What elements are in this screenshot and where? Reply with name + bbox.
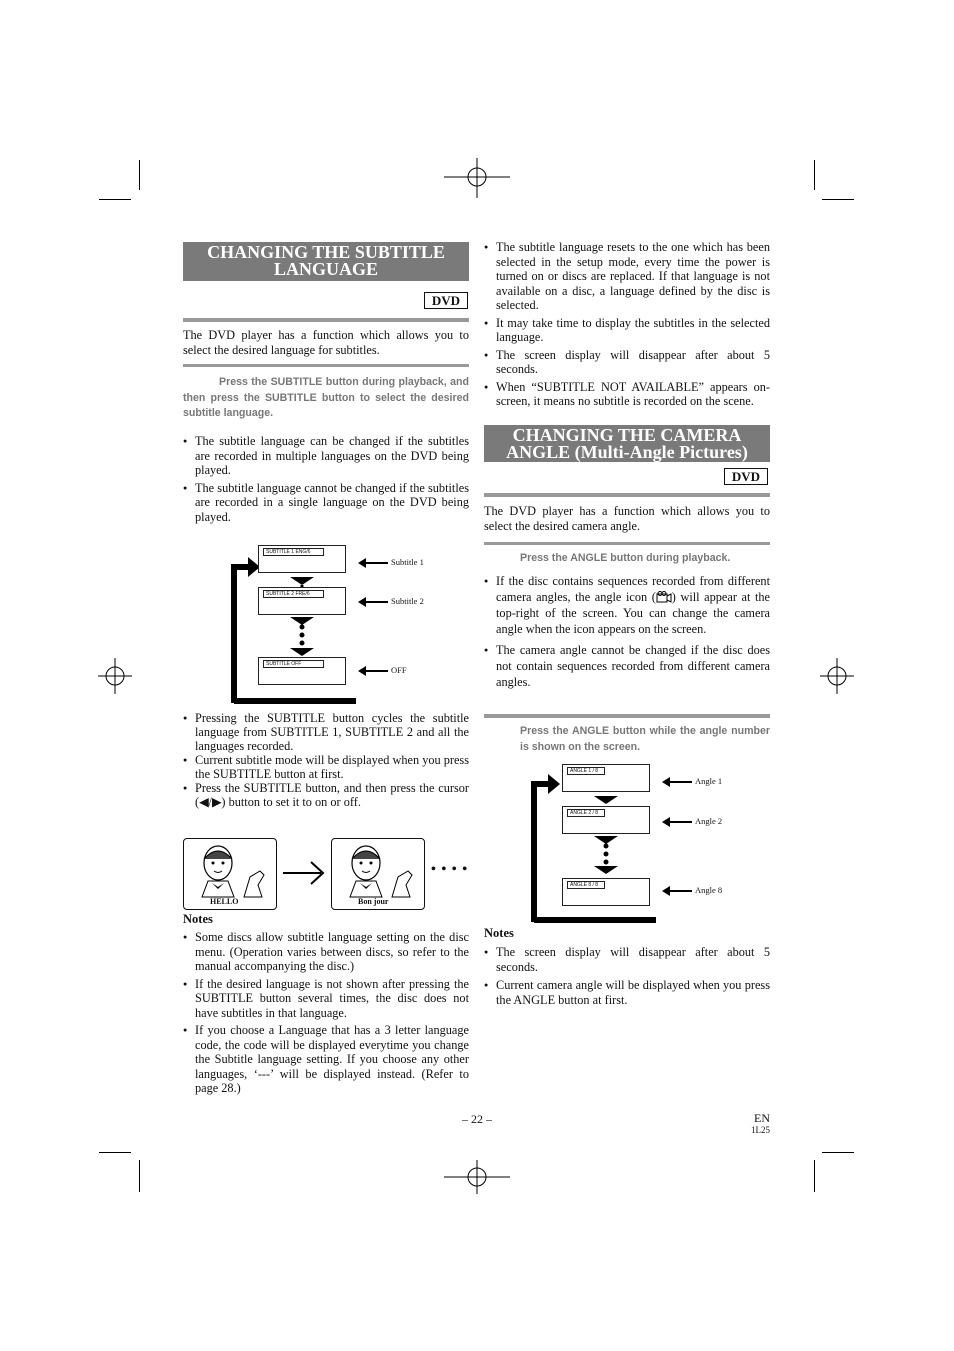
notes-heading: Notes: [183, 912, 213, 926]
dvd-badge: DVD: [424, 292, 468, 309]
list-item: ● If the desired language is not shown after pressing the SUBTITLE button several times, the disc does not have subtitles in that language.: [183, 977, 469, 1021]
notes-list: [183, 930, 469, 1099]
screen-label: SUBTITLE OFF: [263, 660, 324, 668]
ellipsis-dots: • • • •: [431, 862, 469, 877]
screen-subtitle-1: [258, 545, 346, 573]
screen-label: SUBTITLE 2 FRE/6: [263, 590, 324, 598]
step-instruction: Press the ANGLE button during playback.: [520, 552, 731, 564]
arrow-left-icon: [662, 817, 692, 827]
bullet-list: [183, 711, 469, 809]
arrow-right-icon: [281, 858, 327, 888]
screen-label: ANGLE 1 / 8: [567, 767, 605, 775]
list-item: ● The screen display will disappear after about 5 seconds.: [484, 348, 770, 377]
crop-mark: [822, 1152, 854, 1153]
screen-angle-1: [562, 764, 650, 792]
crop-mark: [822, 199, 854, 200]
illustration-caption: HELLO: [210, 897, 239, 906]
divider: [183, 364, 469, 367]
screen-angle-8: [562, 878, 650, 906]
callout-label: Subtitle 2: [391, 596, 424, 606]
list-item: ● Pressing the SUBTITLE button cycles the subtitle language from SUBTITLE 1, SUBTITLE 2 and all the languages recorded.: [183, 711, 469, 753]
screen-label: ANGLE 8 / 8: [567, 881, 605, 889]
arrow-left-icon: [358, 558, 388, 568]
section-title-angle: [484, 425, 770, 462]
list-item: ● Some discs allow subtitle language setting on the disc menu. (Operation varies between discs, so refer to the manual accompanying the disc.): [183, 930, 469, 974]
crop-mark: [99, 1152, 131, 1153]
list-item: ● When “SUBTITLE NOT AVAILABLE” appears on-screen, it means no subtitle is recorded on the scene.: [484, 380, 770, 409]
title-line: LANGUAGE: [273, 259, 378, 279]
title-line: CHANGING THE CAMERA: [512, 425, 742, 445]
list-item: ● Press the SUBTITLE button, and then press the cursor (◀/▶) button to set it to on or off.: [183, 781, 469, 809]
screen-angle-2: [562, 806, 650, 834]
crop-mark: [99, 199, 131, 200]
section-title-subtitle: [183, 242, 469, 281]
page-number: – 22 –: [462, 1112, 492, 1126]
list-item: ● The camera angle cannot be changed if the disc does not contain sequences recorded from different camera angles.: [484, 642, 770, 690]
callout-label: OFF: [391, 665, 407, 675]
step-instruction: Press the ANGLE button while the angle number is shown on the screen.: [520, 725, 770, 753]
crop-mark: [139, 1160, 140, 1192]
intro-text: The DVD player has a function which allows you to select the desired camera angle.: [484, 504, 770, 533]
arrow-left-icon: [358, 597, 388, 607]
registration-mark-left: [98, 658, 132, 694]
screen-subtitle-2: [258, 587, 346, 615]
arrow-left-icon: [358, 666, 388, 676]
divider: [484, 542, 770, 545]
title-line: CHANGING THE SUBTITLE: [207, 242, 445, 262]
registration-mark-right: [820, 658, 854, 694]
callout-label: Angle 2: [695, 816, 723, 826]
illustration-frame: [331, 838, 425, 910]
list-item: ● Current camera angle will be displayed when you press the ANGLE button at first.: [484, 978, 770, 1008]
screen-label: ANGLE 2 / 8: [567, 809, 605, 817]
person-icon: [188, 841, 272, 899]
callout-label: Angle 1: [695, 776, 723, 786]
bullet-list: [484, 573, 770, 693]
crop-mark: [814, 1160, 815, 1192]
language-code: EN: [754, 1111, 770, 1125]
arrow-left-icon: [662, 777, 692, 787]
list-item: ● If you choose a Language that has a 3 letter language code, the code will be displayed everytime you change the Subtitle language setting. If you choose any other languages, ‘---’ will be displayed instead. (Refer to page 28.): [183, 1023, 469, 1096]
intro-text: The DVD player has a function which allows you to select the desired language for subtitles.: [183, 328, 469, 357]
divider: [183, 318, 469, 322]
divider: [484, 714, 770, 718]
screen-subtitle-off: [258, 657, 346, 685]
list-item: ● It may take time to display the subtitles in the selected language.: [484, 316, 770, 345]
list-item: ● The subtitle language can be changed if the subtitles are recorded in multiple languages on the DVD being played.: [183, 434, 469, 478]
bullet-text: ) will appear at the top-right of the screen. You can change the camera angle when the icon appears on the screen.: [496, 590, 770, 636]
camera-angle-icon: [656, 591, 672, 603]
model-code: 1L25: [751, 1125, 770, 1135]
title-line: ANGLE (Multi-Angle Pictures): [506, 442, 748, 462]
screen-label: SUBTITLE 1 ENG/6: [263, 548, 324, 556]
illustration-caption: Bon jour: [358, 897, 389, 906]
list-item: ● The subtitle language resets to the one which has been selected in the setup mode, every time the power is turned on or discs are replaced. If that language is not available on a disc, a language defined by the disc is selected.: [484, 240, 770, 313]
bullet-list: [484, 240, 770, 412]
dvd-badge: DVD: [724, 468, 768, 485]
illustration-frame: [183, 838, 277, 910]
notes-heading: Notes: [484, 926, 514, 940]
list-item: ● Current subtitle mode will be displayed when you press the SUBTITLE button at first.: [183, 753, 469, 781]
angle-diagram: [528, 760, 738, 926]
callout-label: Subtitle 1: [391, 557, 424, 567]
person-icon: [336, 841, 420, 899]
notes-list: [484, 945, 770, 1011]
step-instruction: Press the SUBTITLE button during playback, and then press the SUBTITLE button to select the desired subtitle language.: [183, 376, 469, 419]
callout-label: Angle 8: [695, 885, 723, 895]
bullet-list: [183, 434, 469, 527]
list-item: [484, 573, 770, 637]
bullet-text: If the disc contains sequences recorded from different camera angles, the angle icon (: [496, 574, 770, 604]
crop-mark: [139, 160, 140, 190]
registration-mark-top: [444, 158, 510, 198]
list-item: ● The screen display will disappear after about 5 seconds.: [484, 945, 770, 975]
arrow-left-icon: [662, 886, 692, 896]
subtitle-illustration: [183, 838, 473, 912]
divider: [484, 493, 770, 497]
crop-mark: [814, 160, 815, 190]
list-item: ● The subtitle language cannot be changed if the subtitles are recorded in a single language on the DVD being played.: [183, 481, 469, 525]
registration-mark-bottom: [444, 1160, 510, 1194]
subtitle-diagram: [226, 543, 436, 707]
